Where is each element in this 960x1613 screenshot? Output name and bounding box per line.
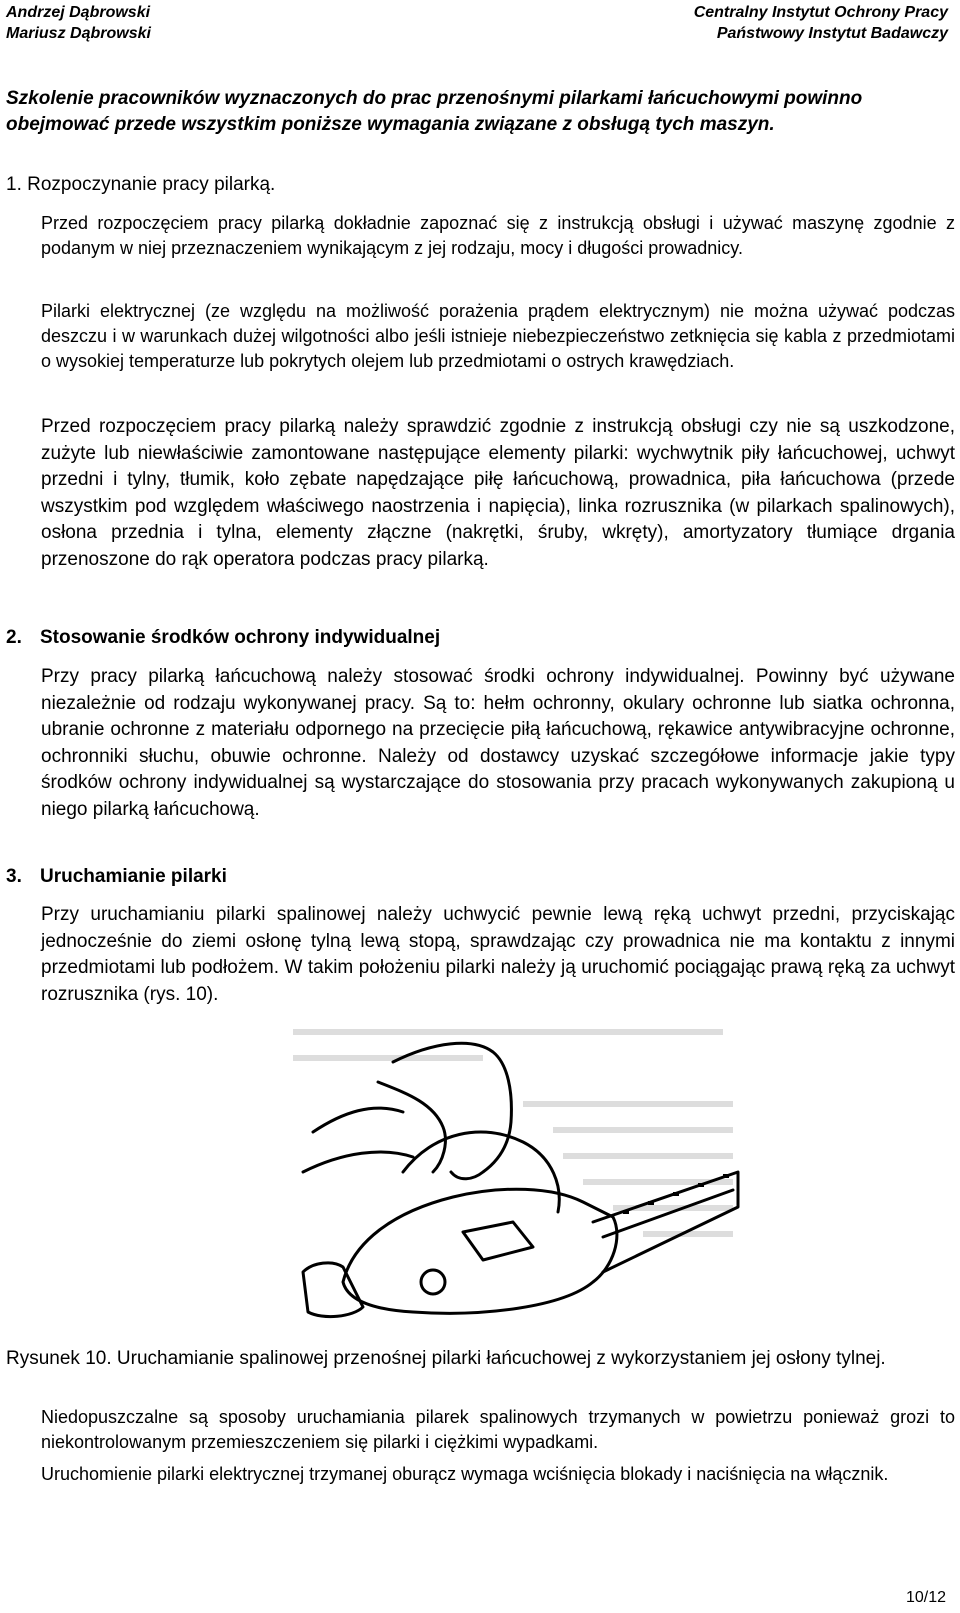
- rear-guard: [303, 1263, 363, 1317]
- chainsaw-illustration-svg: [283, 1022, 743, 1327]
- figure-caption: [6, 1346, 956, 1372]
- header-institute: [694, 2, 948, 44]
- hand-outline: [393, 1043, 511, 1178]
- background-scan-lines: [293, 1032, 733, 1234]
- saw-body: [343, 1189, 617, 1313]
- section-3-heading: [6, 864, 227, 890]
- section-1-number: 1.: [6, 174, 22, 195]
- closing-paragraph-1: Niedopuszczalne są sposoby uruchamiania pilarek spalinowych trzymanych w powietrzu ponieważ grozi to niekontrolowanym przemieszczeniem się pilarki i ciężkimi wypadkami.: [41, 1407, 955, 1453]
- section-1-paragraph-3: Przed rozpoczęciem pracy pilarką należy sprawdzić zgodnie z instrukcją obsługi czy nie są uszkodzone, zużyte lub niewłaściwie zamontowane następujące elementy pilarki: wychwytnik piły łańcuchowej, uchwyt przedni i tylny, tłumik, koło zębate napędzające piłę łańcuchową, prowadnica, piła łańcuchowa (przede wszystkim pod względem właściwego naostrzenia i napięcia), linka rozrusznika (w pilarkach spalinowych), osłona przednia i tylna, elementy złączne (nakrętki, śruby, wkręty), amortyzatory tłumiące drgania przenoszone do rąk operatora podczas pracy pilarką.: [41, 416, 955, 570]
- section-3-number: 3.: [6, 866, 22, 887]
- section-2-number: 2.: [6, 627, 22, 648]
- section-1-heading: [6, 172, 275, 198]
- figure-caption-text: Uruchamianie spalinowej przenośnej pilarki łańcuchowej z wykorzystaniem jej osłony tylnej.: [116, 1348, 886, 1369]
- header-institute-line-2: Państwowy Instytut Badawczy: [716, 25, 948, 42]
- section-3-paragraph-1: Przy uruchamianiu pilarki spalinowej należy uchwycić pewnie lewą ręką uchwyt przedni, przyciskając jednocześnie do ziemi osłonę tylną lewą stopą, sprawdzając czy prowadnica nie ma kontaktu z innymi przedmiotami lub podłożem. W takim położeniu pilarki należy ją uruchomić pociągając prawą ręką za uchwyt rozrusznika (rys. 10).: [41, 904, 955, 1005]
- closing-paragraph-2: Uruchomienie pilarki elektrycznej trzymanej oburącz wymaga wciśnięcia blokady i naciśnięcia na włącznik.: [41, 1464, 889, 1484]
- intro-paragraph: Szkolenie pracowników wyznaczonych do prac przenośnymi pilarkami łańcuchowymi powinno obejmować przede wszystkim poniższe wymagania związane z obsługą tych maszyn.: [6, 88, 863, 135]
- section-1-title: Rozpoczynanie pracy pilarką.: [27, 174, 276, 195]
- figure-caption-label: Rysunek 10.: [6, 1348, 112, 1369]
- section-3-title: Uruchamianie pilarki: [40, 866, 227, 887]
- header-author-2: Mariusz Dąbrowski: [6, 25, 151, 42]
- section-2-title: Stosowanie środków ochrony indywidualnej: [40, 627, 441, 648]
- section-1-paragraph-2: Pilarki elektrycznej (ze względu na możliwość porażenia prądem elektrycznym) nie można używać podczas deszczu i w warunkach dużej wilgotności albo jeśli istnieje niebezpieczeństwo zetknięcia się kabla z przedmiotami o wysokiej temperaturze lub pokrytych olejem lub przedmiotami o ostrych krawędziach.: [41, 301, 955, 372]
- section-2-paragraph-1: Przy pracy pilarką łańcuchową należy stosować środki ochrony indywidualnej. Powinny być używane niezależnie od rodzaju wykonywanej pracy. Są to: hełm ochronny, okulary ochronne lub siatka ochronna, ubranie ochronne z materiału odpornego na przecięcie piłą łańcuchową, rękawice antywibracyjne ochronne, ochronniki słuchu, obuwie ochronne. Należy od dostawcy uzyskać szczegółowe informacje jakie typy środków ochrony indywidualnej są wystarczające do stosowania przy pracach wykonywanych zakupioną u niego pilarką łańcuchową.: [41, 666, 955, 820]
- header-institute-line-1: Centralny Instytut Ochrony Pracy: [693, 4, 948, 21]
- page-number: 10/12: [905, 1589, 946, 1606]
- header-author-1: Andrzej Dąbrowski: [6, 4, 151, 21]
- section-1-paragraph-1: Przed rozpoczęciem pracy pilarką dokładnie zapoznać się z instrukcją obsługi i używać maszynę zgodnie z podanym w niej przeznaczeniem wynikającym z jej rodzaju, mocy i długości prowadnicy.: [41, 213, 955, 259]
- section-2-heading: [6, 625, 440, 651]
- chainsaw-start-illustration: [283, 1022, 743, 1327]
- header-authors: [6, 2, 151, 44]
